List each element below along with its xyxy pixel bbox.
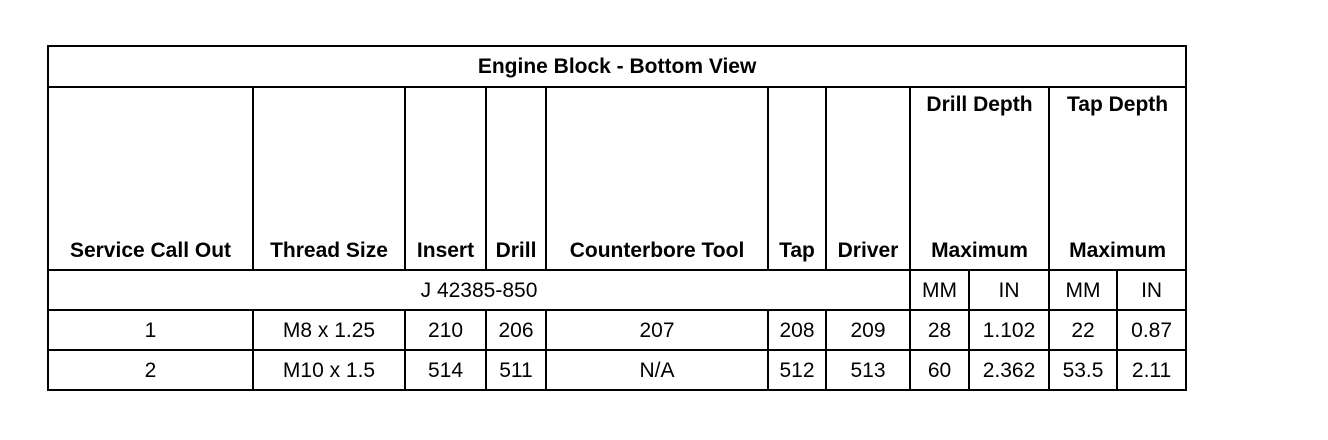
cell-tap: 512 — [768, 350, 826, 390]
cell-tap: 208 — [768, 310, 826, 350]
cell-counterbore-tool: N/A — [546, 350, 768, 390]
cell-drill-depth-mm: 28 — [910, 310, 969, 350]
cell-insert: 210 — [405, 310, 486, 350]
header-tap-depth — [1049, 87, 1186, 270]
cell-drill-depth-mm: 60 — [910, 350, 969, 390]
unit-tap-mm: MM — [1049, 270, 1117, 310]
cell-thread-size: M8 x 1.25 — [253, 310, 405, 350]
cell-tap-depth-in: 2.11 — [1117, 350, 1186, 390]
header-drill-depth — [910, 87, 1049, 270]
tool-kit-number: J 42385-850 — [48, 270, 910, 310]
header-counterbore-tool: Counterbore Tool — [546, 87, 768, 270]
unit-tap-in: IN — [1117, 270, 1186, 310]
cell-drill-depth-in: 1.102 — [969, 310, 1049, 350]
tool-kit-row — [48, 270, 1186, 310]
header-service-call-out: Service Call Out — [48, 87, 253, 270]
header-drill: Drill — [486, 87, 546, 270]
cell-drill-depth-in: 2.362 — [969, 350, 1049, 390]
drill-depth-title: Drill Depth — [926, 93, 1033, 116]
cell-drill: 511 — [486, 350, 546, 390]
tap-depth-title: Tap Depth — [1067, 93, 1169, 116]
table-title: Engine Block - Bottom View — [48, 46, 1186, 87]
drill-depth-maximum: Maximum — [931, 239, 1028, 262]
cell-thread-size: M10 x 1.5 — [253, 350, 405, 390]
tap-depth-maximum: Maximum — [1069, 239, 1166, 262]
table-row — [48, 310, 1186, 350]
header-row — [48, 87, 1186, 270]
cell-insert: 514 — [405, 350, 486, 390]
cell-service-call-out: 2 — [48, 350, 253, 390]
header-thread-size: Thread Size — [253, 87, 405, 270]
cell-tap-depth-mm: 53.5 — [1049, 350, 1117, 390]
cell-drill: 206 — [486, 310, 546, 350]
cell-tap-depth-in: 0.87 — [1117, 310, 1186, 350]
engine-block-spec-table — [47, 45, 1187, 391]
unit-drill-in: IN — [969, 270, 1049, 310]
cell-driver: 513 — [826, 350, 910, 390]
header-tap: Tap — [768, 87, 826, 270]
header-driver: Driver — [826, 87, 910, 270]
header-insert: Insert — [405, 87, 486, 270]
unit-drill-mm: MM — [910, 270, 969, 310]
cell-service-call-out: 1 — [48, 310, 253, 350]
title-row — [48, 46, 1186, 87]
cell-driver: 209 — [826, 310, 910, 350]
table-row — [48, 350, 1186, 390]
cell-tap-depth-mm: 22 — [1049, 310, 1117, 350]
cell-counterbore-tool: 207 — [546, 310, 768, 350]
